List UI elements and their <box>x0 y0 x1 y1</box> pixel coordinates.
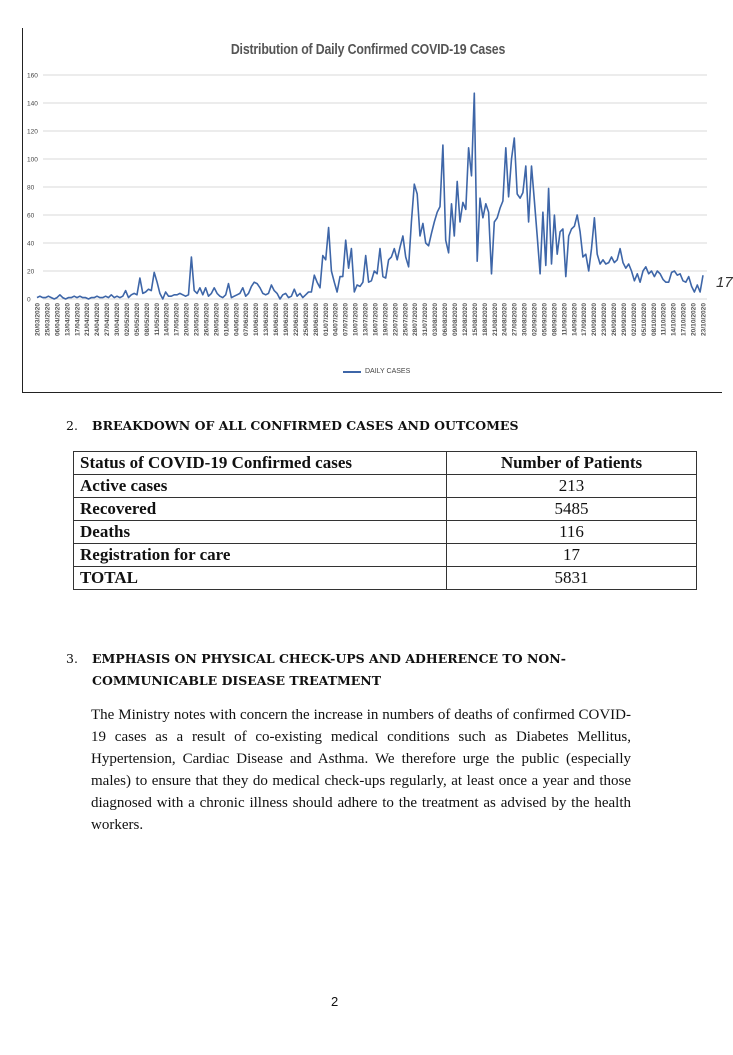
x-tick-label: 01/07/2020 <box>322 303 330 337</box>
x-tick-label: 06/08/2020 <box>442 303 450 337</box>
x-tick-label: 14/09/2020 <box>571 303 579 337</box>
x-tick-label: 12/08/2020 <box>461 303 469 337</box>
x-tick-label: 30/08/2020 <box>521 303 529 337</box>
x-tick-label: 16/07/2020 <box>372 303 380 337</box>
column-header-status: Status of COVID-19 Confirmed cases <box>74 452 447 475</box>
row-label: TOTAL <box>74 567 447 590</box>
x-tick-label: 09/08/2020 <box>452 303 459 337</box>
y-tick-label: 120 <box>27 128 38 136</box>
section-2-title: BREAKDOWN OF ALL CONFIRMED CASES AND OUTCOMES <box>92 418 519 433</box>
breakdown-table <box>73 451 697 590</box>
table-row <box>74 498 697 521</box>
x-tick-label: 15/08/2020 <box>471 303 479 337</box>
table-header-row <box>74 452 697 475</box>
x-tick-label: 14/10/2020 <box>670 303 678 337</box>
x-tick-label: 30/04/2020 <box>114 303 121 337</box>
x-tick-label: 02/09/2020 <box>531 303 539 337</box>
x-tick-label: 29/09/2020 <box>621 303 628 337</box>
x-tick-label: 04/07/2020 <box>332 303 340 337</box>
x-tick-label: 23/10/2020 <box>700 303 708 337</box>
x-tick-label: 07/06/2020 <box>243 303 251 337</box>
x-tick-label: 20/03/2020 <box>34 303 42 337</box>
x-tick-label: 17/04/2020 <box>74 303 82 337</box>
section-3-number: 3. <box>66 651 78 666</box>
section-3-heading <box>66 648 566 692</box>
chart-legend <box>343 368 410 375</box>
x-tick-label: 06/04/2020 <box>54 303 62 337</box>
x-tick-label: 20/10/2020 <box>690 303 698 337</box>
x-tick-label: 25/07/2020 <box>402 303 410 337</box>
x-tick-label: 01/06/2020 <box>223 303 231 337</box>
x-tick-label: 05/10/2020 <box>640 303 648 337</box>
x-tick-label: 21/04/2020 <box>84 303 92 337</box>
x-tick-label: 28/07/2020 <box>412 303 420 337</box>
x-tick-label: 05/09/2020 <box>541 303 549 337</box>
row-label: Registration for care <box>74 544 447 567</box>
x-tick-label: 25/03/2020 <box>44 303 52 337</box>
table-row <box>74 521 697 544</box>
x-tick-label: 13/06/2020 <box>263 303 271 337</box>
section-2-number: 2. <box>66 418 78 433</box>
x-tick-label: 10/06/2020 <box>253 303 261 337</box>
x-tick-label: 11/05/2020 <box>153 303 161 336</box>
x-tick-label: 19/06/2020 <box>283 303 290 337</box>
table-total-row <box>74 567 697 590</box>
row-value: 5831 <box>447 567 697 590</box>
x-tick-label: 11/09/2020 <box>561 303 569 336</box>
chart-end-value-label: 17 <box>716 274 733 291</box>
x-tick-label: 16/06/2020 <box>273 303 281 337</box>
row-value: 17 <box>447 544 697 567</box>
table-row <box>74 475 697 498</box>
x-tick-label: 02/10/2020 <box>630 303 638 337</box>
x-tick-label: 11/10/2020 <box>660 303 668 336</box>
x-tick-label: 22/06/2020 <box>292 303 300 337</box>
x-tick-label: 28/06/2020 <box>312 303 320 337</box>
x-tick-label: 24/08/2020 <box>501 303 509 337</box>
page-number: 2 <box>331 994 339 1009</box>
x-tick-label: 08/05/2020 <box>143 303 151 337</box>
chart-title: Distribution of Daily Confirmed COVID-19 Cases <box>230 42 506 58</box>
x-tick-label: 05/05/2020 <box>133 303 141 337</box>
x-tick-label: 31/07/2020 <box>422 303 430 337</box>
y-tick-label: 0 <box>27 296 31 304</box>
y-tick-label: 20 <box>27 268 35 276</box>
x-tick-label: 08/09/2020 <box>551 303 559 337</box>
section-3-title-line1: EMPHASIS ON PHYSICAL CHECK-UPS AND ADHERENCE TO NON- <box>92 651 566 666</box>
row-label: Recovered <box>74 498 447 521</box>
x-tick-label: 04/06/2020 <box>233 303 241 337</box>
y-tick-label: 140 <box>27 100 38 108</box>
series-line-daily-cases <box>37 93 703 299</box>
line-chart <box>23 28 723 393</box>
row-label: Active cases <box>74 475 447 498</box>
x-tick-label: 24/04/2020 <box>94 303 102 337</box>
legend-line-icon <box>343 371 361 373</box>
x-tick-label: 07/07/2020 <box>342 303 350 337</box>
chart-container <box>22 28 733 393</box>
x-tick-label: 21/08/2020 <box>491 303 499 337</box>
section-2-heading <box>66 418 518 433</box>
x-tick-label: 20/09/2020 <box>591 303 599 337</box>
x-tick-label: 17/09/2020 <box>581 303 589 337</box>
y-tick-label: 40 <box>27 240 35 248</box>
y-tick-label: 100 <box>27 156 38 164</box>
x-tick-label: 13/07/2020 <box>362 303 370 337</box>
x-tick-label: 20/05/2020 <box>183 303 191 337</box>
y-tick-label: 80 <box>27 184 35 192</box>
section-3-title-line2: COMMUNICABLE DISEASE TREATMENT <box>92 673 382 688</box>
x-tick-label: 25/06/2020 <box>302 303 310 337</box>
row-label: Deaths <box>74 521 447 544</box>
x-tick-label: 03/08/2020 <box>432 303 440 337</box>
x-tick-label: 08/10/2020 <box>650 303 658 337</box>
legend-label: DAILY CASES <box>365 368 411 375</box>
x-tick-label: 19/07/2020 <box>382 303 390 337</box>
x-tick-label: 02/05/2020 <box>124 303 131 337</box>
table-row <box>74 544 697 567</box>
x-tick-label: 23/09/2020 <box>601 303 609 337</box>
row-value: 213 <box>447 475 697 498</box>
x-tick-label: 26/09/2020 <box>611 303 618 337</box>
x-tick-label: 26/05/2020 <box>203 303 211 337</box>
x-tick-label: 17/10/2020 <box>680 303 688 337</box>
row-value: 5485 <box>447 498 697 521</box>
x-tick-label: 27/04/2020 <box>104 303 112 337</box>
column-header-patients: Number of Patients <box>447 452 697 475</box>
x-tick-label: 23/05/2020 <box>193 303 201 337</box>
x-tick-label: 13/04/2020 <box>64 303 72 337</box>
x-tick-label: 27/08/2020 <box>511 303 519 337</box>
y-tick-label: 160 <box>27 72 38 80</box>
x-tick-label: 22/07/2020 <box>392 303 400 337</box>
section-3-paragraph: The Ministry notes with concern the increase in numbers of deaths of confirmed COVID-19 cases as a result of co-existing medical conditions such as Diabetes Mellitus, Hypertension, Cardiac Disease and Asthma. We therefore urge the public (especially males) to ensure that they do medical check-ups regularly, at least once a year and those diagnosed with a chronic illness should adhere to the treatment as advised by the health workers. <box>91 707 631 833</box>
x-tick-label: 18/08/2020 <box>481 303 489 337</box>
x-tick-label: 29/05/2020 <box>213 303 221 337</box>
y-tick-label: 60 <box>27 212 35 220</box>
x-tick-label: 10/07/2020 <box>352 303 360 337</box>
x-tick-label: 14/05/2020 <box>163 303 171 337</box>
x-tick-label: 17/05/2020 <box>173 303 181 337</box>
row-value: 116 <box>447 521 697 544</box>
